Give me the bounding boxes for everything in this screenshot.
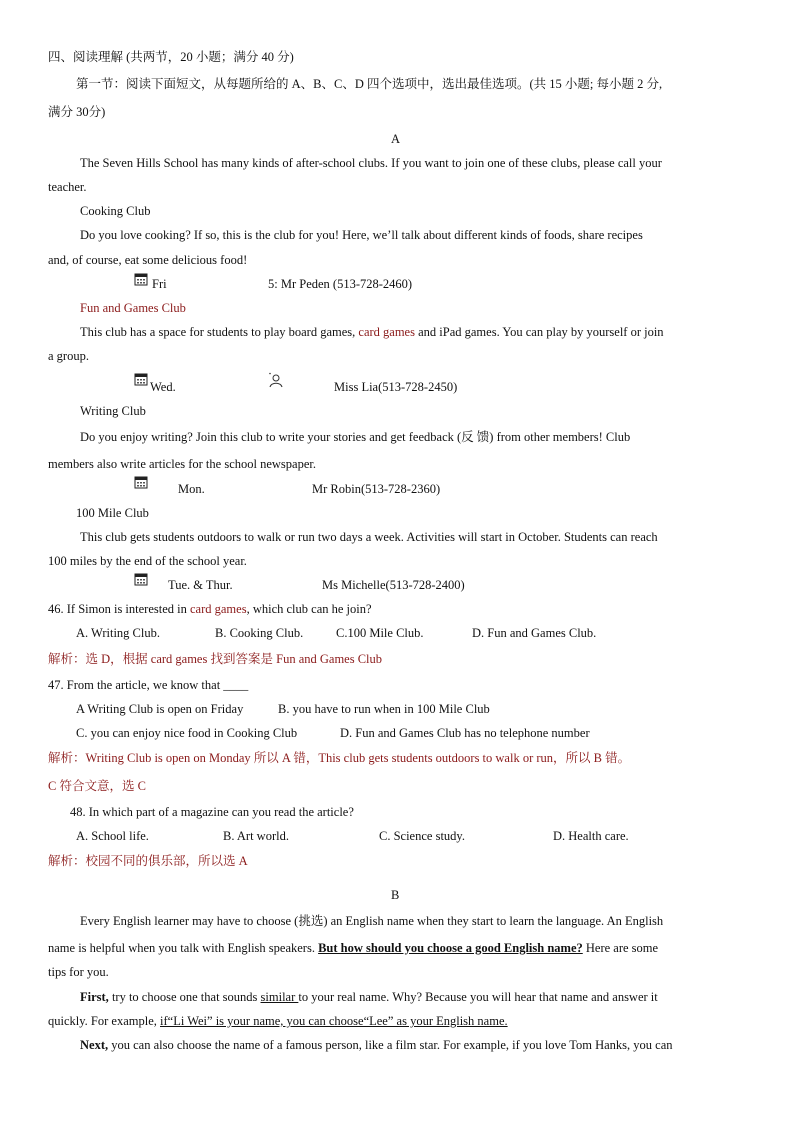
option-b: B. you have to run when in 100 Mile Club xyxy=(278,702,490,716)
club-desc: Do you enjoy writing? Join this club to write your stories and get feedback (反 馈) from other members! Club xyxy=(80,430,631,444)
club-day: Mon. xyxy=(178,482,205,496)
analysis: 解析：校园不同的俱乐部，所以选 A xyxy=(48,854,248,868)
question-stem: 46. If Simon is interested in card games, which club can he join? xyxy=(48,602,372,616)
passage-a-intro: The Seven Hills School has many kinds of after-school clubs. If you want to join one of these clubs, please call your xyxy=(80,156,662,170)
club-name: Writing Club xyxy=(80,404,146,418)
club-desc-cont: members also write articles for the school newspaper. xyxy=(48,457,316,471)
analysis: 解析：选 D，根据 card games 找到答案是 Fun and Games Club xyxy=(48,652,383,666)
passage-b-tip-first: First, try to choose one that sounds similar to your real name. Why? Because you will hear that name and answer it xyxy=(80,990,658,1004)
option-d: D. Fun and Games Club. xyxy=(472,626,597,640)
analysis: 解析：Writing Club is open on Monday 所以 A 错，This club gets students outdoors to walk or run，所以 B 错。 xyxy=(48,751,631,765)
club-schedule xyxy=(134,572,148,588)
passage-b-tip-first-cont: quickly. For example, if“Li Wei” is your name, you can choose“Lee” as your English name. xyxy=(48,1014,508,1028)
section1-intro-cont: 满分 30分) xyxy=(48,105,106,119)
club-desc: This club gets students outdoors to walk or run two days a week. Activities will start in October. Students can reach xyxy=(80,530,658,544)
club-contact: Mr Robin(513-728-2360) xyxy=(312,482,441,496)
option-c: C. Science study. xyxy=(379,829,465,843)
option-b: B. Art world. xyxy=(223,829,289,843)
club-contact: Ms Michelle(513-728-2400) xyxy=(322,578,465,592)
passage-b-paragraph-cont: tips for you. xyxy=(48,965,109,979)
club-schedule xyxy=(134,372,148,388)
club-name: 100 Mile Club xyxy=(76,506,149,520)
calendar-icon xyxy=(134,475,148,489)
passage-b-letter: B xyxy=(391,888,400,902)
option-a: A. Writing Club. xyxy=(76,626,160,640)
club-desc-cont: 100 miles by the end of the school year. xyxy=(48,554,247,568)
section-heading: 四、阅读理解 (共两节，20 小题；满分 40 分) xyxy=(48,50,294,64)
club-day: Fri xyxy=(152,277,167,291)
person-icon xyxy=(268,372,284,392)
club-day: Tue. & Thur. xyxy=(168,578,233,592)
passage-b-paragraph-cont: name is helpful when you talk with English speakers. But how should you choose a good English name? Here are some xyxy=(48,941,659,955)
option-d: D. Health care. xyxy=(553,829,629,843)
club-schedule xyxy=(134,272,148,288)
calendar-icon xyxy=(134,572,148,586)
option-a: A Writing Club is open on Friday xyxy=(76,702,244,716)
passage-b-paragraph: Every English learner may have to choose (挑选) an English name when they start to learn the language. An English xyxy=(80,914,664,928)
question-stem: 48. In which part of a magazine can you read the article? xyxy=(70,805,354,819)
calendar-icon xyxy=(134,372,148,386)
option-c: C. you can enjoy nice food in Cooking Club xyxy=(76,726,298,740)
analysis-cont: C 符合文意，选 C xyxy=(48,779,146,793)
question-stem: 47. From the article, we know that ____ xyxy=(48,678,249,692)
club-contact: Miss Lia(513-728-2450) xyxy=(334,380,458,394)
passage-a-letter: A xyxy=(391,132,401,146)
option-a: A. School life. xyxy=(76,829,149,843)
passage-b-tip-next: Next, you can also choose the name of a famous person, like a film star. For example, if you love Tom Hanks, you can xyxy=(80,1038,673,1052)
club-name: Cooking Club xyxy=(80,204,151,218)
option-d: D. Fun and Games Club has no telephone number xyxy=(340,726,590,740)
club-desc: Do you love cooking? If so, this is the club for you! Here, we’ll talk about different kinds of foods, share recipes xyxy=(80,228,643,242)
club-contact: 5: Mr Peden (513-728-2460) xyxy=(268,277,413,291)
passage-a-intro-cont: teacher. xyxy=(48,180,87,194)
club-desc: This club has a space for students to play board games, card games and iPad games. You can play by yourself or join xyxy=(80,325,664,339)
section1-intro: 第一节：阅读下面短文，从每题所给的 A、B、C、D 四个选项中，选出最佳选项。(共 15 小题; 每小题 2 分, xyxy=(76,77,663,91)
club-schedule xyxy=(134,475,148,491)
club-day: Wed. xyxy=(150,380,176,394)
club-desc-cont: and, of course, eat some delicious food! xyxy=(48,253,248,267)
club-name: Fun and Games Club xyxy=(80,301,186,315)
club-desc-cont: a group. xyxy=(48,349,89,363)
calendar-icon xyxy=(134,272,148,286)
option-b: B. Cooking Club. xyxy=(215,626,304,640)
option-c: C.100 Mile Club. xyxy=(336,626,424,640)
